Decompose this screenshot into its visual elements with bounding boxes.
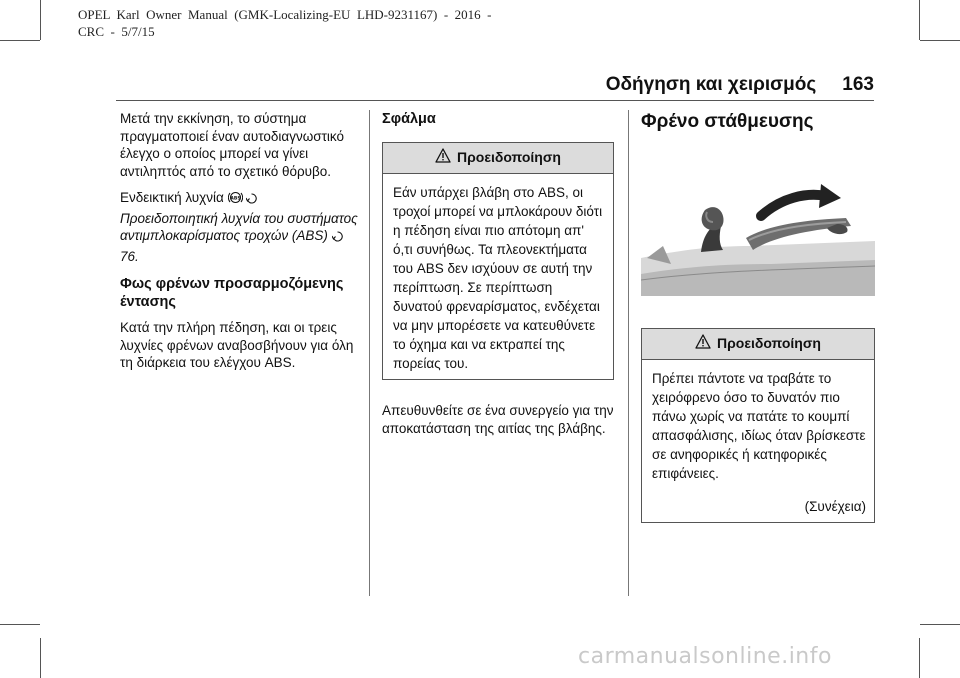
svg-text:ABS: ABS [230, 196, 241, 202]
section-heading: Σφάλμα [382, 111, 436, 127]
document-meta-line1: OPEL Karl Owner Manual (GMK-Localizing-EU LHD-9231167) - 2016 - [78, 7, 492, 22]
paragraph: Μετά την εκκίνηση, το σύστημα πραγματοποιεί έναν αυτοδιαγνωστικό έλεγχο ο οποίος μπορεί να γίνει αντιληπτός από το σχετικό θόρυβο. [120, 111, 345, 179]
warning-triangle-icon [695, 334, 711, 354]
column-3 [641, 110, 875, 545]
warning-box [382, 142, 614, 380]
column-divider [628, 110, 629, 596]
page-reference-arrow-icon [332, 230, 343, 248]
cross-reference[interactable] [120, 211, 358, 264]
cross-reference-text: Προειδοποιητική λυχνία του συστήματος αντιμπλοκαρίσματος τροχών (ABS) [120, 210, 358, 243]
crop-mark [920, 624, 960, 625]
document-meta-line2: CRC - 5/7/15 [78, 24, 155, 39]
warning-triangle-icon [435, 148, 451, 168]
crop-mark [919, 0, 920, 40]
watermark: carmanualsonline.info [578, 644, 832, 669]
continued-label: (Συνέχεια) [804, 499, 866, 514]
document-meta [78, 6, 492, 40]
column-1 [120, 110, 365, 381]
page-header [606, 74, 874, 96]
lamp-paragraph [120, 189, 365, 265]
crop-mark [920, 40, 960, 41]
abs-lamp-icon [228, 190, 243, 210]
warning-text: Εάν υπάρχει βλάβη στο ABS, οι τροχοί μπορεί να μπλοκάρουν διότι η πέδηση είναι πιο απότομη απ' ό,τι συνήθως. Τα πλεονεκτήματα του ABS δεν ισχύουν σε αυτή την περίπτωση. Σε περίπτωση δυνατού φρεναρίσματος, ενδέχεται να μην μπορέσετε να κατευθύνετε το όχημα και να εκτραπεί της πορείας του. [393, 185, 603, 371]
paragraph: Κατά την πλήρη πέδηση, και οι τρεις λυχνίες φρένων αναβοσβήνουν για όλη τη διάρκεια του ελέγχου ABS. [120, 320, 354, 370]
warning-header [383, 143, 613, 174]
paragraph: Απευθυνθείτε σε ένα συνεργείο για την αποκατάσταση της αιτίας της βλάβης. [382, 403, 614, 436]
warning-body [383, 174, 613, 379]
header-rule [116, 100, 874, 101]
crop-mark [0, 624, 40, 625]
crop-mark [40, 0, 41, 40]
cross-reference-page: 76. [120, 248, 139, 264]
section-heading: Φως φρένων προσαρμοζόμενης έντασης [120, 276, 344, 310]
page-number: 163 [842, 74, 874, 95]
section-heading: Φρένο στάθμευσης [641, 111, 814, 132]
warning-box [641, 328, 875, 523]
crop-mark [40, 638, 41, 678]
warning-header [642, 329, 874, 360]
parking-brake-illustration [641, 146, 875, 296]
column-divider [369, 110, 370, 596]
column-2 [382, 110, 614, 446]
warning-title: Προειδοποίηση [717, 335, 821, 352]
lamp-label: Ενδεικτική λυχνία [120, 190, 224, 205]
warning-body [642, 360, 874, 522]
page-header-title: Οδήγηση και χειρισμός [605, 74, 817, 95]
crop-mark [0, 40, 40, 41]
warning-text: Πρέπει πάντοτε να τραβάτε το χειρόφρενο όσο το δυνατόν πιο πάνω χωρίς να πατάτε το κουμπί απασφάλισης, ιδίως όταν βρίσκεστε σε ανηφορικές ή κατηφορικές επιφάνειες. [652, 371, 866, 481]
warning-title: Προειδοποίηση [457, 149, 561, 166]
crop-mark [919, 638, 920, 678]
page-reference-arrow-icon [246, 192, 257, 210]
